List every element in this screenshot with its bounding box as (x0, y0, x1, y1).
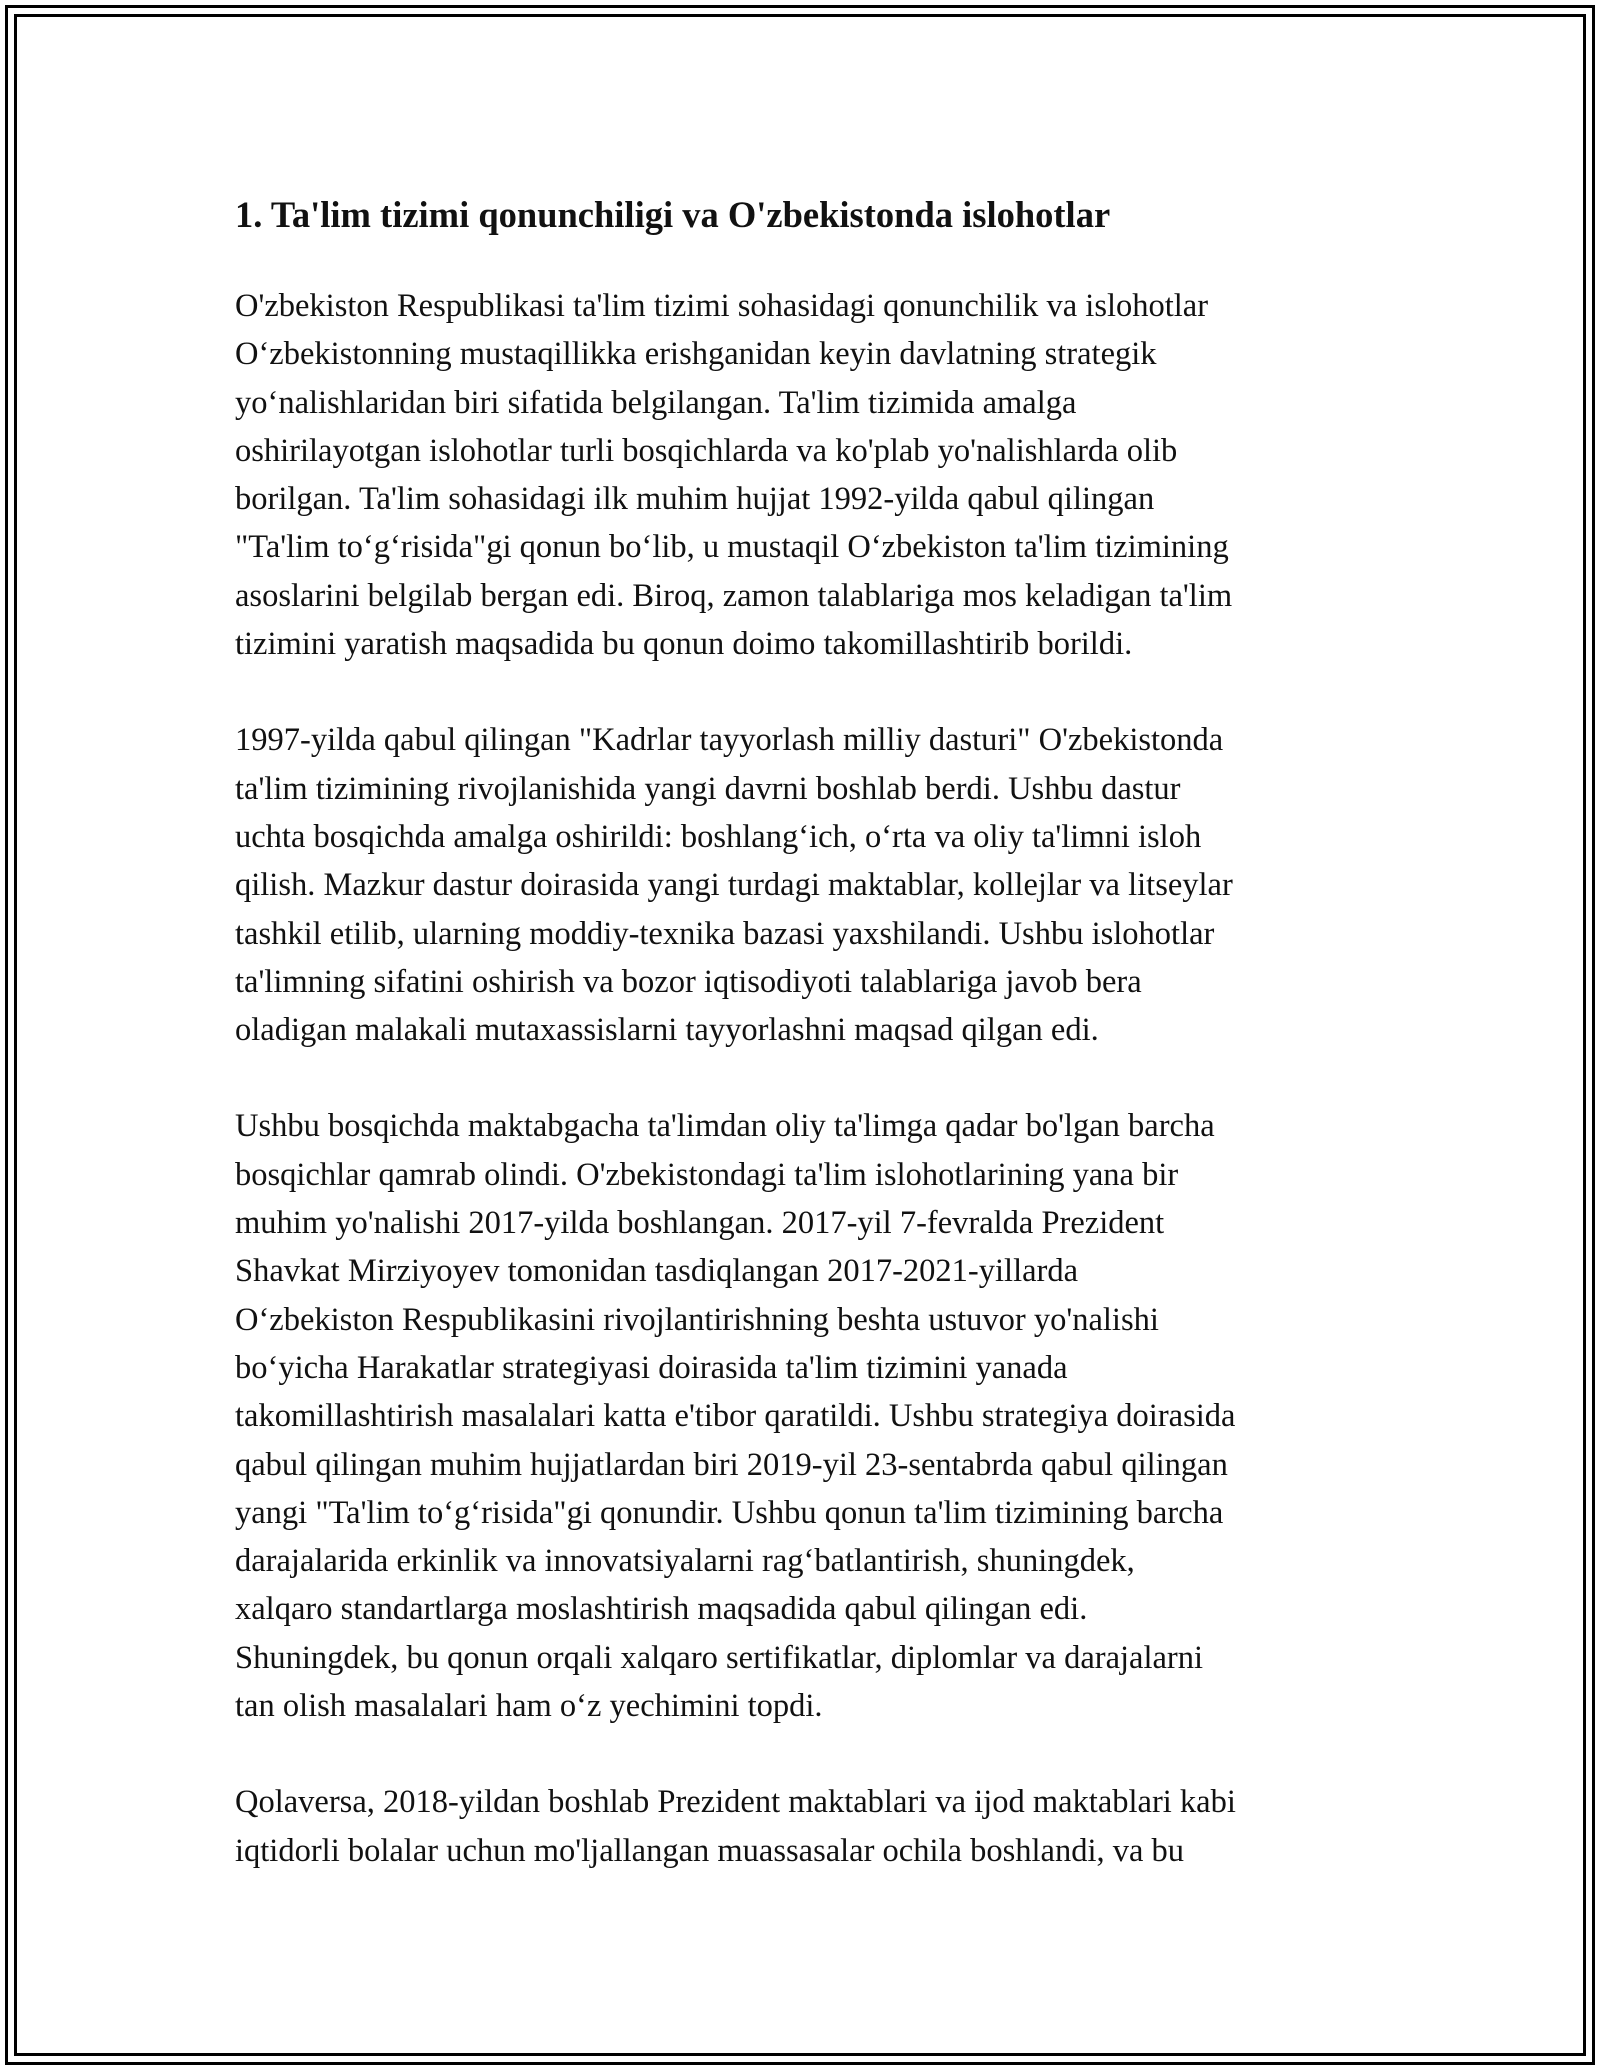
text-line: Oʻzbekiston Respublikasini rivojlantirishning beshta ustuvor yo'nalishi (235, 1301, 1159, 1338)
text-line: muhim yo'nalishi 2017-yilda boshlangan. 2017-yil 7-fevralda Prezident (235, 1205, 1165, 1242)
text-line: ta'limning sifatini oshirish va bozor iqtisodiyoti talablariga javob bera (235, 963, 1142, 1000)
paragraph-4 (235, 1778, 1385, 1875)
text-line: oshirilayotgan islohotlar turli bosqichlarda va ko'plab yo'nalishlarda olib (235, 432, 1178, 469)
paragraph-2 (235, 716, 1385, 1054)
text-line: qabul qilingan muhim hujjatlardan biri 2019-yil 23-sentabrda qabul qilingan (235, 1446, 1228, 1483)
text-line: takomillashtirish masalalari katta e'tibor qaratildi. Ushbu strategiya doirasida (235, 1398, 1236, 1435)
text-line: boʻyicha Harakatlar strategiyasi doirasida ta'lim tizimini yanada (235, 1349, 1068, 1386)
text-line: O'zbekiston Respublikasi ta'lim tizimi sohasidagi qonunchilik va islohotlar (235, 288, 1209, 324)
text-line: uchta bosqichda amalga oshirildi: boshlangʻich, oʻrta va oliy ta'limni isloh (235, 818, 1202, 855)
text-line: Ushbu bosqichda maktabgacha ta'limdan oliy ta'limga qadar bo'lgan barcha (235, 1108, 1215, 1145)
text-line: xalqaro standartlarga moslashtirish maqsadida qabul qilingan edi. (235, 1591, 1088, 1628)
paragraph-3 (235, 1102, 1385, 1730)
text-line: iqtidorli bolalar uchun mo'ljallangan muassasalar ochila boshlandi, va bu (235, 1832, 1185, 1869)
text-line: ta'lim tizimining rivojlanishida yangi davrni boshlab berdi. Ushbu dastur (235, 770, 1181, 807)
text-line: bosqichlar qamrab olindi. O'zbekistondagi ta'lim islohotlarining yana bir (235, 1156, 1179, 1193)
text-line: borilgan. Ta'lim sohasidagi ilk muhim hujjat 1992-yilda qabul qilingan (235, 481, 1155, 518)
text-line: tan olish masalalari ham oʻz yechimini topdi. (235, 1688, 823, 1725)
document-body (235, 184, 1385, 1923)
text-line: "Ta'lim toʻgʻrisida"gi qonun boʻlib, u mustaqil Oʻzbekiston ta'lim tizimining (235, 529, 1229, 566)
text-line: Shuningdek, bu qonun orqali xalqaro sertifikatlar, diplomlar va darajalarni (235, 1639, 1204, 1676)
text-line: 1997-yilda qabul qilingan "Kadrlar tayyorlash milliy dasturi" O'zbekistonda (235, 722, 1224, 759)
text-line: tashkil etilib, ularning moddiy-texnika bazasi yaxshilandi. Ushbu islohotlar (235, 915, 1215, 952)
text-line: asoslarini belgilab bergan edi. Biroq, zamon talablariga mos keladigan ta'lim (235, 577, 1233, 614)
text-line: qilish. Mazkur dastur doirasida yangi turdagi maktablar, kollejlar va litseylar (235, 867, 1233, 904)
text-line: Shavkat Mirziyoyev tomonidan tasdiqlangan 2017-2021-yillarda (235, 1253, 1079, 1290)
text-line: yoʻnalishlaridan biri sifatida belgilangan. Ta'lim tizimida amalga (235, 384, 1077, 421)
text-line: darajalarida erkinlik va innovatsiyalarni ragʻbatlantirish, shuningdek, (235, 1543, 1135, 1580)
text-line: Qolaversa, 2018-yildan boshlab Prezident maktablari va ijod maktablari kabi (235, 1784, 1236, 1821)
text-line: yangi "Ta'lim toʻgʻrisida"gi qonundir. Ushbu qonun ta'lim tizimining barcha (235, 1494, 1224, 1531)
page-title: 1. Ta'lim tizimi qonunchiligi va O'zbekistonda islohotlar (235, 194, 1111, 235)
text-line: oladigan malakali mutaxassislarni tayyorlashni maqsad qilgan edi. (235, 1012, 1099, 1049)
text-line: tizimini yaratish maqsadida bu qonun doimo takomillashtirib borildi. (235, 626, 1133, 663)
text-line: Oʻzbekistonning mustaqillikka erishganidan keyin davlatning strategik (235, 336, 1157, 373)
paragraph-1 (235, 282, 1385, 668)
